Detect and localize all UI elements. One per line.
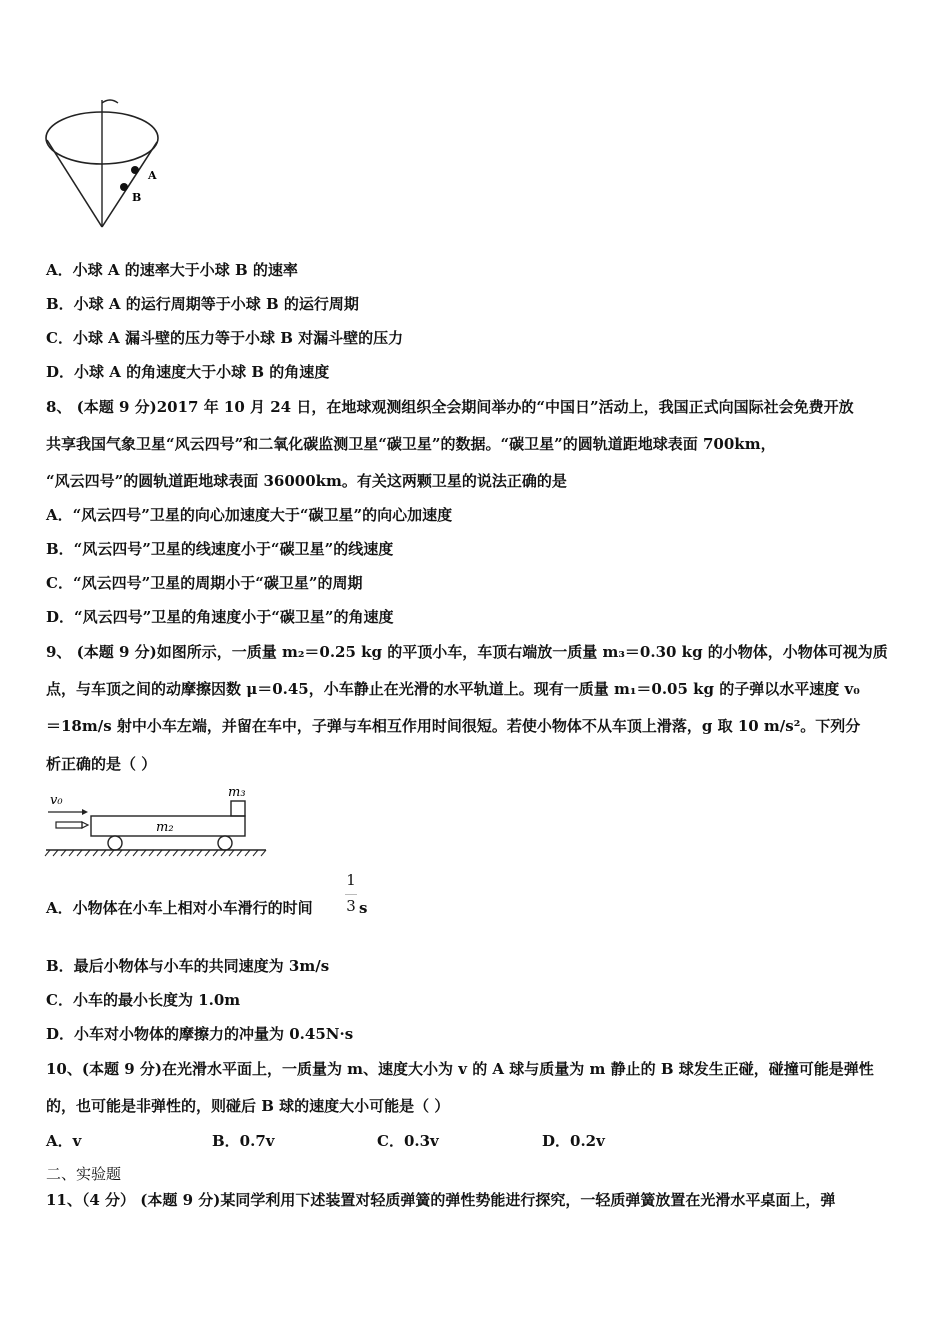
q7-option-d: D．小球 A 的角速度大于小球 B 的角速度 <box>46 363 330 381</box>
fraction-bar <box>345 894 357 895</box>
q10-option-b: B．0.7v <box>212 1132 275 1150</box>
wheel-right <box>218 836 232 850</box>
q8-option-b: B．“风云四号”卫星的线速度小于“碳卫星”的线速度 <box>46 540 394 558</box>
q9-option-a-text: A．小物体在小车上相对小车滑行的时间 <box>46 899 313 917</box>
cart-figure <box>44 782 270 862</box>
m3-label: m₃ <box>228 785 246 800</box>
q7-option-a: A．小球 A 的速率大于小球 B 的速率 <box>46 261 298 279</box>
q9-option-a <box>46 898 313 918</box>
q8-option-d: D．“风云四号”卫星的角速度小于“碳卫星”的角速度 <box>46 608 394 626</box>
q8-stem-line-1: 8、 (本题 9 分)2017 年 10 月 24 日，在地球观测组织全会期间举办的“中国日”活动上，我国正式向国际社会免费开放 <box>46 398 854 416</box>
q8-stem-line-2: 共享我国气象卫星“风云四号”和二氧化碳监测卫星“碳卫星”的数据。“碳卫星”的圆轨道距地球表面 700km， <box>46 435 776 453</box>
ball-b <box>120 183 128 191</box>
q9-option-b: B．最后小物体与小车的共同速度为 3m/s <box>46 957 330 975</box>
q9-option-a-unit: s <box>359 899 368 917</box>
funnel-figure <box>40 95 190 235</box>
q10-option-a: A．v <box>46 1132 82 1150</box>
q9-option-c: C．小车的最小长度为 1.0m <box>46 991 241 1009</box>
q8-stem-line-3: “风云四号”的圆轨道距地球表面 36000km。有关这两颗卫星的说法正确的是 <box>46 472 567 490</box>
q10-option-d: D．0.2v <box>542 1132 605 1150</box>
q10-stem-line-1: 10、(本题 9 分)在光滑水平面上，一质量为 m、速度大小为 v 的 A 球与质量为 m 静止的 B 球发生正碰，碰撞可能是弹性 <box>46 1060 874 1078</box>
q9-option-d: D．小车对小物体的摩擦力的冲量为 0.45N·s <box>46 1025 354 1043</box>
section-heading: 二、实验题 <box>46 1165 122 1183</box>
q8-option-a: A．“风云四号”卫星的向心加速度大于“碳卫星”的向心加速度 <box>46 506 453 524</box>
q8-option-c: C．“风云四号”卫星的周期小于“碳卫星”的周期 <box>46 574 363 592</box>
q9-stem-line-1: 9、 (本题 9 分)如图所示，一质量 m₂＝0.25 kg 的平顶小车，车顶右端放一质量 m₃＝0.30 kg 的小物体，小物体可视为质 <box>46 643 888 661</box>
q7-option-b: B．小球 A 的运行周期等于小球 B 的运行周期 <box>46 295 359 313</box>
wheel-left <box>108 836 122 850</box>
bullet <box>56 822 82 828</box>
q11-stem-line-1: 11、（4 分） (本题 9 分)某同学利用下述装置对轻质弹簧的弹性势能进行探究，一轻质弹簧放置在光滑水平桌面上，弹 <box>46 1191 836 1209</box>
q10-option-c: C．0.3v <box>377 1132 439 1150</box>
q9-stem-line-2: 点，与车顶之间的动摩擦因数 μ＝0.45，小车静止在光滑的水平轨道上。现有一质量 m₁＝0.05 kg 的子弹以水平速度 v₀ <box>46 680 860 698</box>
q10-options-row <box>46 1130 906 1150</box>
q9-stem-line-4: 析正确的是（ ） <box>46 755 157 773</box>
rotation-axis <box>102 100 118 103</box>
q9-stem-line-3: ＝18m/s 射中小车左端，并留在车中，子弹与车相互作用时间很短。若使小物体不从车顶上滑落，g 取 10 m/s²。下列分 <box>46 717 861 735</box>
v0-label: v₀ <box>50 793 63 808</box>
q7-option-c: C．小球 A 漏斗壁的压力等于小球 B 对漏斗壁的压力 <box>46 329 404 347</box>
fraction-denominator: 3 <box>346 897 356 915</box>
block-m3 <box>231 801 245 816</box>
ball-a <box>131 166 139 174</box>
label-a: A <box>148 169 157 182</box>
fraction-numerator: 1 <box>346 871 356 889</box>
label-b: B <box>132 191 142 204</box>
m2-label: m₂ <box>156 820 174 835</box>
q10-stem-line-2: 的，也可能是非弹性的，则碰后 B 球的速度大小可能是（ ） <box>46 1097 450 1115</box>
